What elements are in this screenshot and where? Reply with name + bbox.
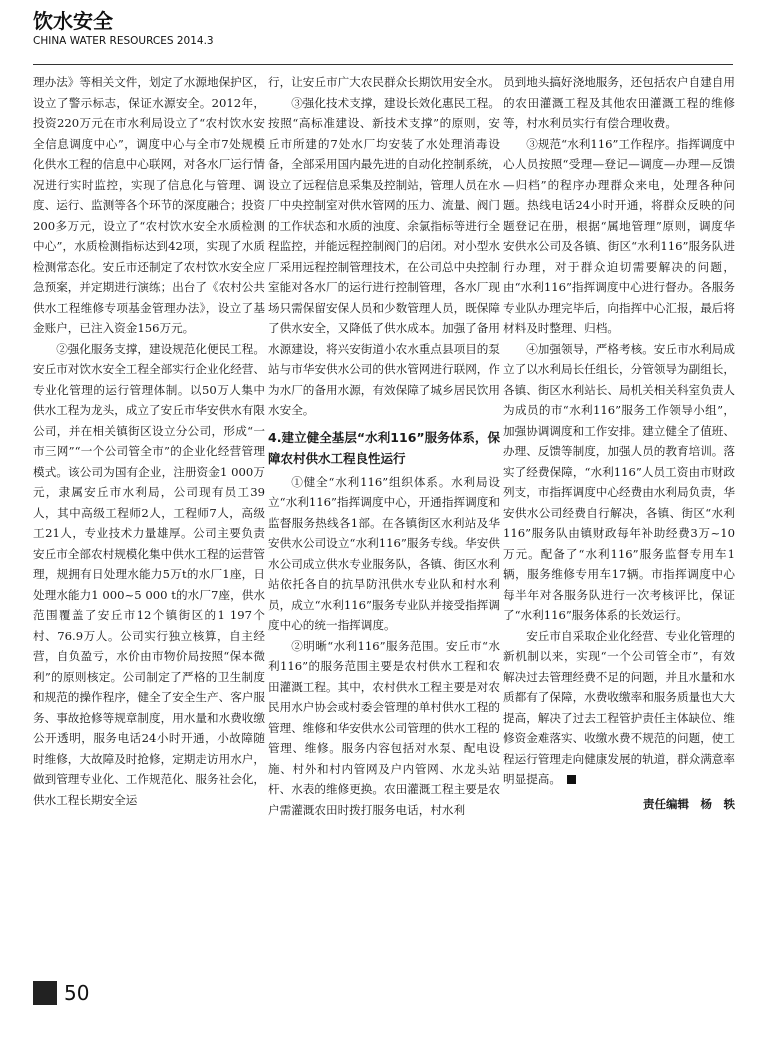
paragraph: ③强化技术支撑，建设长效化惠民工程。按照“高标准建设、新技术支撑”的原则，安丘市所建的7处水厂均安装了水处理消毒设备，全部采用国内最先进的自动化控制系统，设立了远程信息采集及控制站，管理人员在水厂中央控制室对供水管网的压力、流量、阀门的工作状态和水质的浊度、余氯指标等进行全程监控，并能远程控制阀门的启闭。对小型水厂采用远程控制管理技术，在公司总中央控制室能对各水厂的运行进行控制管理，各水厂现场只需保留安保人员和少数管理人员，既保障了供水安全，又降低了供水成本。加强了备用水源建设，将兴安街道小农水重点县项目的泵站与市华安供水公司的供水管网进行联网，作为水厂的备用水源，有效保障了城乡居民饮用水安全。 <box>268 95 500 417</box>
page-number: 50 <box>64 981 90 1005</box>
text-column-1 <box>33 72 265 972</box>
paragraph: ②强化服务支撑，建设规范化便民工程。安丘市对饮水安全工程全部实行企业化经营、专业化管理的运行管理体制。以50万人集中供水工程为龙头，成立了安丘市华安供水有限公司，并在相关镇街区设立分公司，形成“一市三网”“一个公司管全市”的企业化经营管理模式。该公司为国有企业，注册资金1 000万元，隶属安丘市水利局，公司现有员工39人，其中高级工程师2人，工程师7人，高级工21人，专业技术力量雄厚。公司主要负责安丘市全部农村规模化集中供水工程的运营管理，规拥有日处理水能力5万t的水厂1座，日处理水能力1 000~5 000 t的水厂7座，供水范围覆盖了安丘市12个镇街区的1 197个村、76.9万人。公司实行独立核算，自主经营，自负盈亏，水价由市物价局按照“保本微利”的原则核定。公司制定了严格的卫生制度和规范的操作程序，健全了安全生产、客户服务、事故抢修等规章制度，用水量和水费收缴公开透明，服务电话24小时开通，小故障随时维修，大故障及时抢修，定期走访用水户，做到管理专业化、工作规范化、服务社会化，供水工程长期安全运 <box>33 341 265 807</box>
paragraph: 安丘市自采取企业化经营、专业化管理的新机制以来，实现“一个公司管全市”，有效解决过去管理经费不足的问题，并且水量和水质都有了保障，水费收缴率和服务质量也大大提高，解决了过去工程管护责任主体缺位、维修资金难落实、收缴水费不规范的问题，使工程运行管理走向健康发展的轨道，群众满意率明显提高。 <box>503 628 735 786</box>
paragraph: ①健全“水利116”组织体系。水利局设立“水利116”指挥调度中心，开通指挥调度和监督服务热线各1部。在各镇街区水利站及华安供水公司设立“水利116”服务专线。华安供水公司成立供水专业服务队，各镇、街区水利站依托各自的抗旱防汛供水专业队和村水利员，成立“水利116”服务专业队并接受指挥调度中心的统一指挥调度。 <box>268 474 500 632</box>
end-mark-icon <box>567 775 576 784</box>
text-column-2 <box>268 72 500 972</box>
paragraph: ③规范“水利116”工作程序。指挥调度中心人员按照“受理—登记—调度—办理—反馈—归档”的程序办理群众来电，处理各种问题。热线电话24小时开通，将群众反映的问题登记在册，根据“属地管理”原则，调度华安供水公司及各镇、街区“水利116”服务队进行办理，对于群众迫切需要解决的问题，由“水利116”指挥调度中心进行督办。各服务专业队办理完毕后，向指挥中心汇报，最后将材料及时整理、归档。 <box>503 136 735 335</box>
paragraph: 理办法》等相关文件，划定了水源地保护区，设立了警示标志，保证水源安全。2012年，投资220万元在市水利局设立了“农村饮水安全信息调度中心”，调度中心与全市7处规模化供水工程的信息中心联网，对各水厂运行情况进行实时监控，实现了信息化与管理、调度、运行、监测等各个环节的深度融合；投资200多万元，设立了“农村饮水安全水质检测中心”，水质检测指标达到42项，实现了水质检测常态化。安丘市还制定了农村饮水安全应急预案，并定期进行演练；出台了《农村公共供水工程维修专项基金管理办法》，设立了基金账户，已注入资金156万元。 <box>33 75 265 335</box>
journal-issue: CHINA WATER RESOURCES 2014.3 <box>33 35 214 47</box>
text-column-3 <box>503 72 735 972</box>
page-marker-block <box>33 981 57 1005</box>
paragraph: ④加强领导，严格考核。安丘市水利局成立了以水利局长任组长，分管领导为副组长，各镇、街区水利站长、局机关相关科室负责人为成员的市“水利116”服务工作领导小组”，加强协调调度和工作安排。建立健全了值班、办理、反馈等制度，加强人员的教育培训。落实了经费保障，“水利116”人员工资由市财政列支，市指挥调度中心经费由水利局负责，华安供水公司经费自行解决，各镇、街区“水利116”服务队由镇财政每年补助经费3万~10万元。配备了“水利116”服务监督专用车1辆，服务维修专用车17辆。市指挥调度中心每半年对各服务队进行一次考核评比，保证了“水利116”服务体系的长效运行。 <box>503 341 735 622</box>
section-heading: 4.建立健全基层“水利116”服务体系，保障农村供水工程良性运行 <box>268 429 500 466</box>
page-header <box>33 8 733 48</box>
header-rule <box>33 64 733 65</box>
paragraph: 行，让安丘市广大农民群众长期饮用安全水。 <box>268 75 500 89</box>
section-title: 饮水安全 <box>33 9 113 33</box>
editor-credit: 责任编辑 杨 轶 <box>643 796 735 811</box>
paragraph: ②明晰“水利116”服务范围。安丘市“水利116”的服务范围主要是农村供水工程和农田灌溉工程。其中，农村供水工程主要是对农民用水户协会或村委会管理的单村供水工程的管理、维修和华安供水公司管理的供水工程的管理、维修。服务内容包括对水泵、配电设施、村外和村内管网及户内管网、水龙头站杆、水表的维修更换。农田灌溉工程主要是农户需灌溉农田时拨打服务电话，村水利 <box>268 638 500 817</box>
paragraph: 员到地头搞好浇地服务，还包括农户自建自用的农田灌溉工程及其他农田灌溉工程的维修等，村水利员实行有偿合理收费。 <box>503 75 735 130</box>
